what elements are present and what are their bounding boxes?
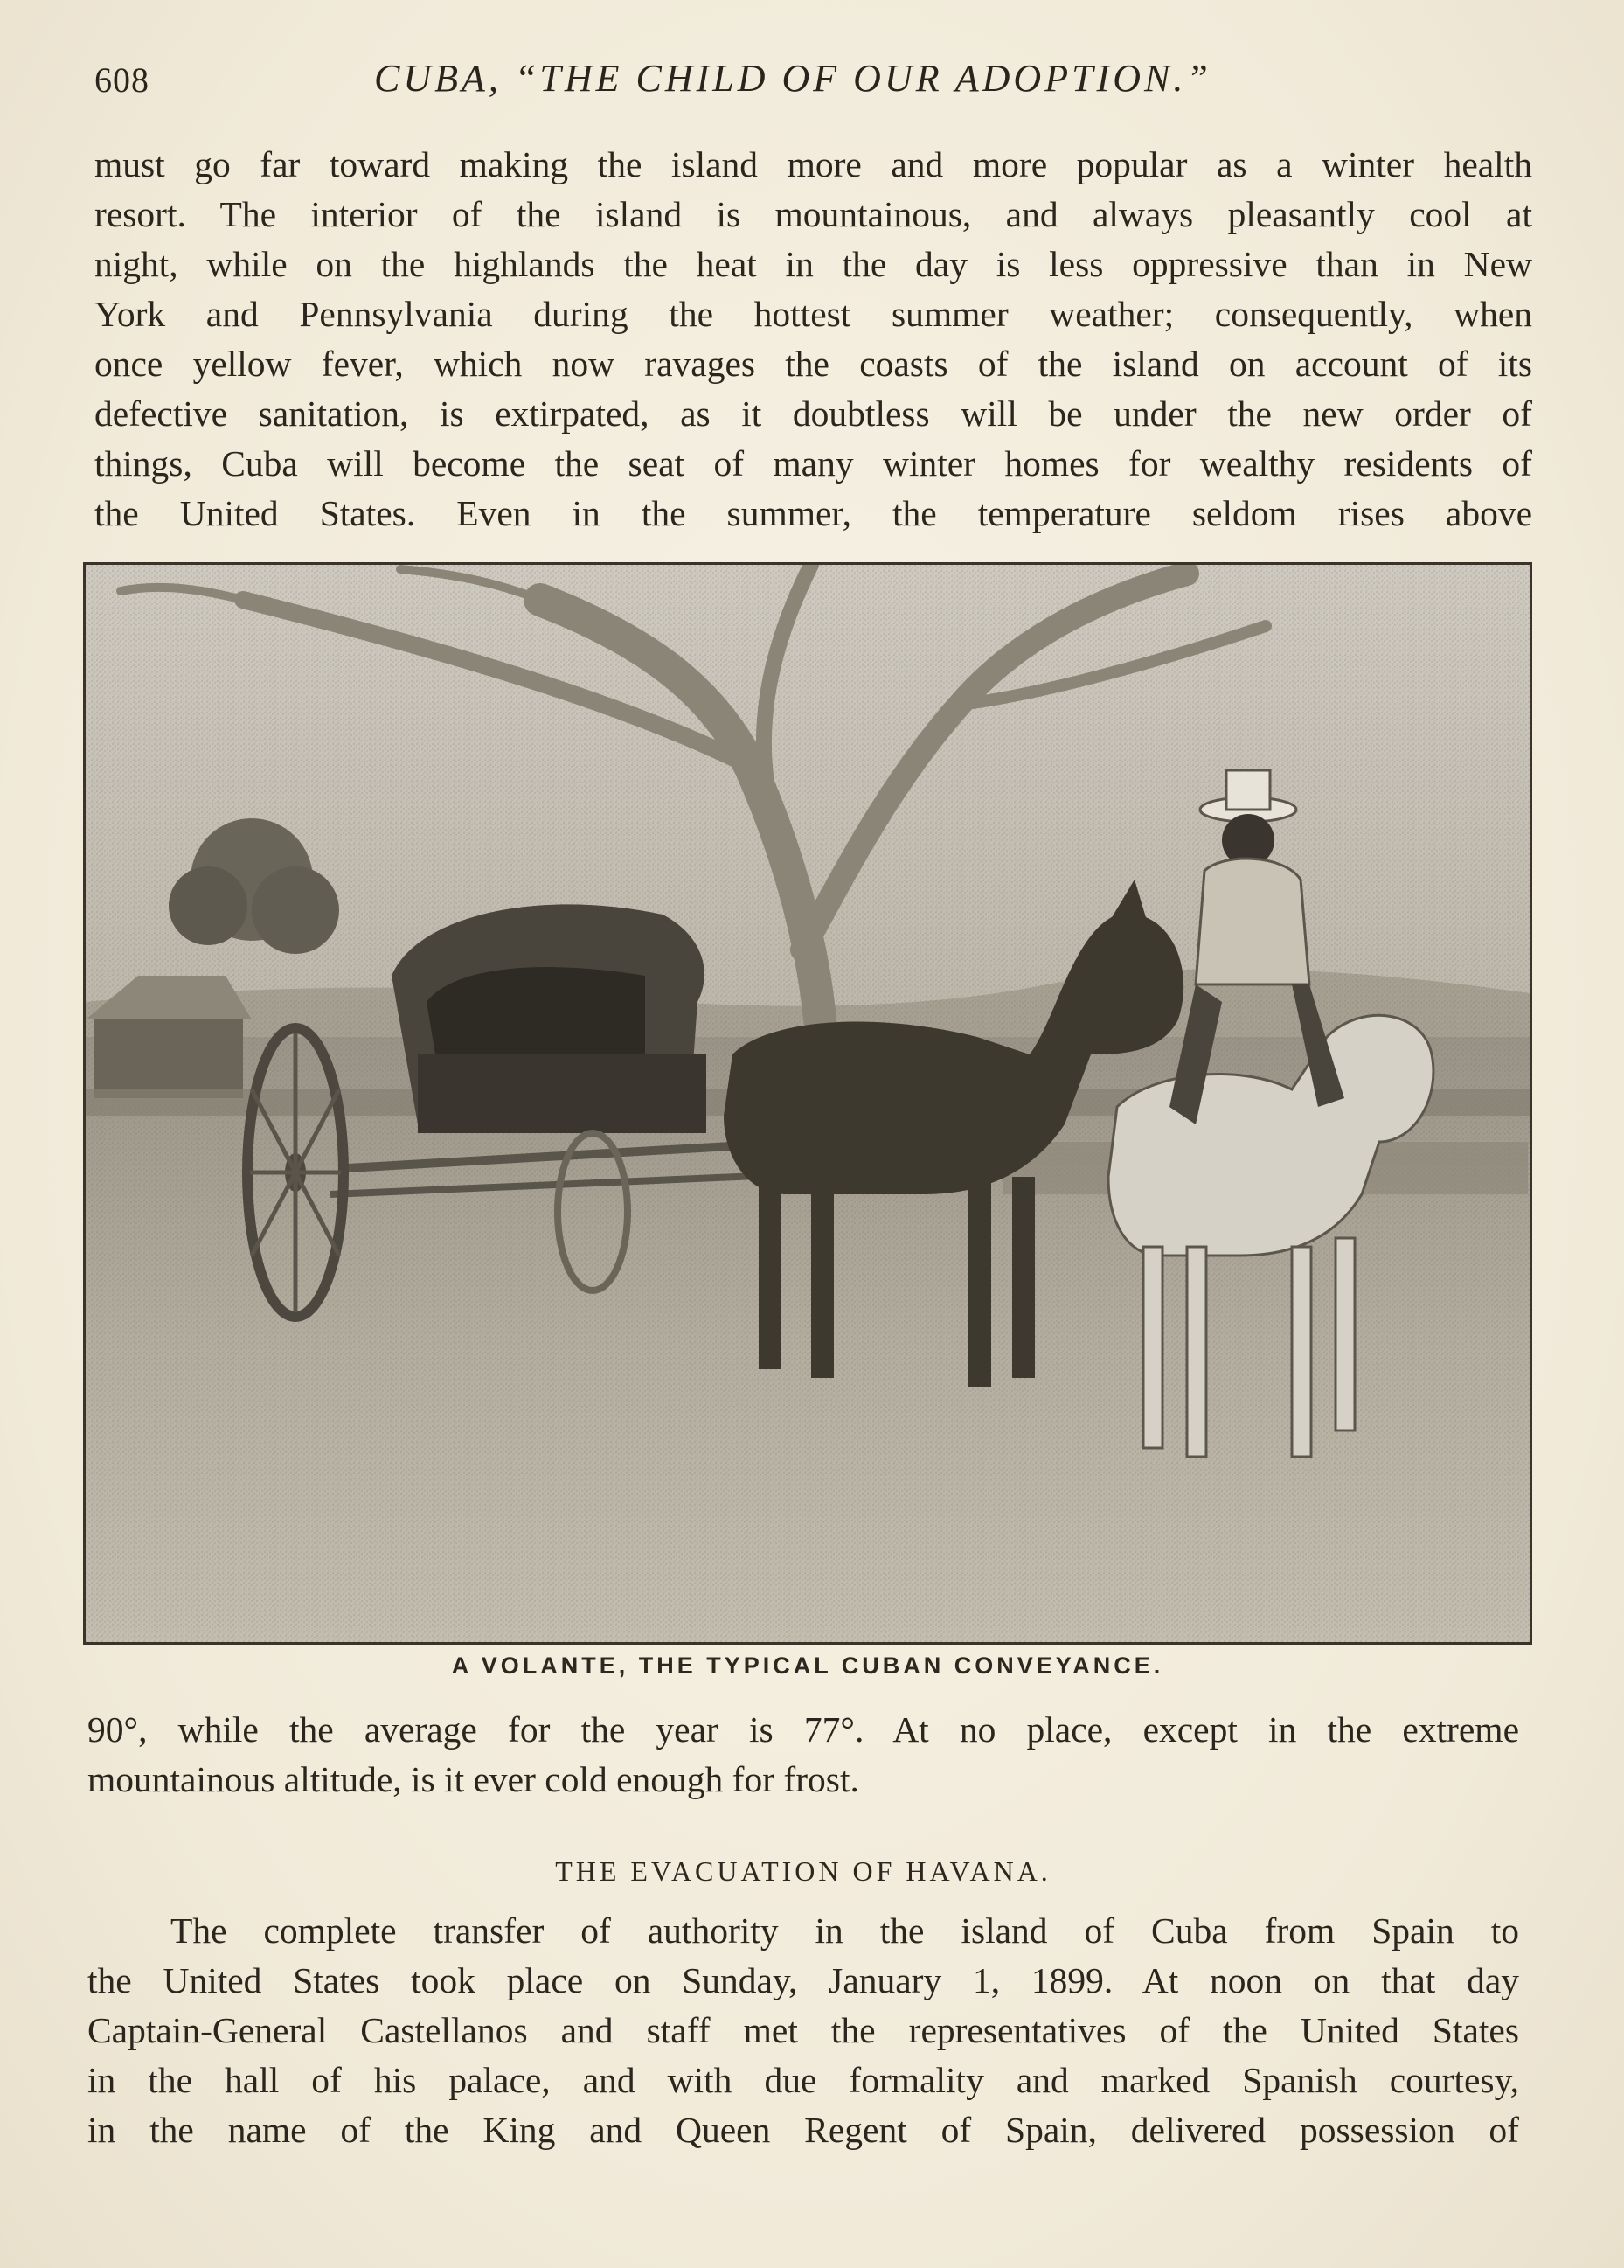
- text-line: resort. The interior of the island is mountainous, and always pleasantly cool at: [94, 194, 1532, 234]
- page-number: 608: [94, 60, 149, 100]
- paragraph-temperature: [87, 1705, 1519, 1805]
- text-line: must go far toward making the island more and more popular as a winter health: [94, 144, 1532, 184]
- text-line: night, while on the highlands the heat in the day is less oppressive than in New: [94, 244, 1532, 284]
- text-line: Captain-General Castellanos and staff met the representatives of the United States: [87, 2010, 1519, 2050]
- text-line: mountainous altitude, is it ever cold enough for frost.: [87, 1759, 859, 1799]
- text-line: the United States took place on Sunday, January 1, 1899. At noon on that day: [87, 1960, 1519, 2000]
- text-line: York and Pennsylvania during the hottest summer weather; consequently, when: [94, 294, 1532, 334]
- figure-caption: A VOLANTE, THE TYPICAL CUBAN CONVEYANCE.: [451, 1652, 1164, 1679]
- text-line: things, Cuba will become the seat of many winter homes for wealthy residents of: [94, 443, 1532, 484]
- page-header: [94, 51, 1537, 112]
- text-line: the United States. Even in the summer, the temperature seldom rises above: [94, 493, 1532, 533]
- running-title: CUBA, “THE CHILD OF OUR ADOPTION.”: [374, 57, 1211, 100]
- text-line: once yellow fever, which now ravages the coasts of the island on account of its: [94, 344, 1532, 384]
- section-heading: THE EVACUATION OF HAVANA.: [555, 1855, 1051, 1887]
- text-line: 90°, while the average for the year is 77°. At no place, except in the extreme: [87, 1709, 1519, 1750]
- paragraph-evacuation: [87, 1906, 1519, 2155]
- volante-photograph: [83, 562, 1532, 1645]
- text-line: defective sanitation, is extirpated, as it doubtless will be under the new order of: [94, 393, 1532, 434]
- text-line: in the name of the King and Queen Regent of Spain, delivered possession of: [87, 2110, 1519, 2150]
- paragraph-intro: [94, 140, 1532, 539]
- text-line: The complete transfer of authority in the island of Cuba from Spain to: [170, 1910, 1519, 1951]
- text-line: in the hall of his palace, and with due formality and marked Spanish courtesy,: [87, 2060, 1519, 2100]
